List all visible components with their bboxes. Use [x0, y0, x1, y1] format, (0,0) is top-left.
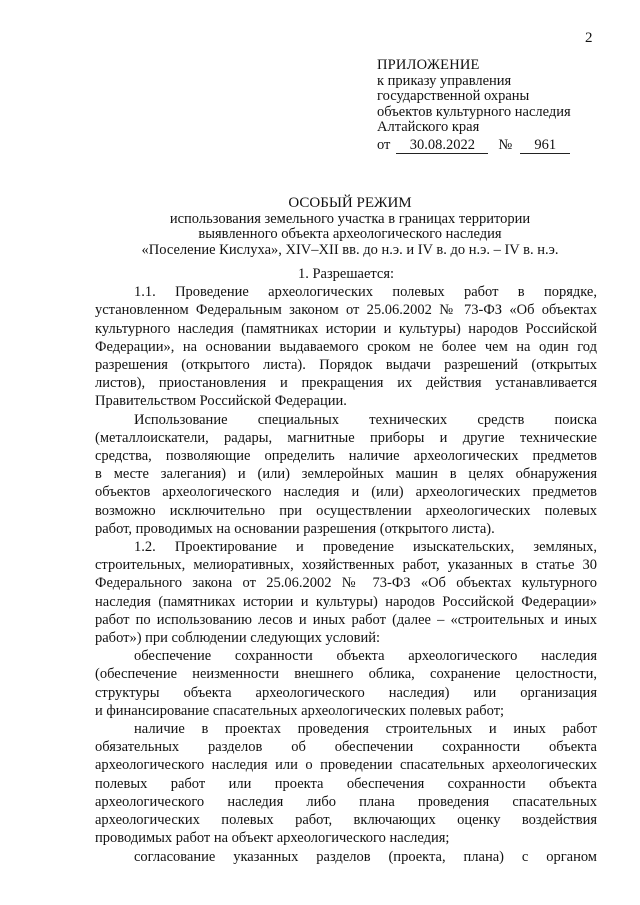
appendix-line: к приказу управления	[377, 72, 512, 89]
text-line: и финансирование спасательных археологических полевых работ;	[95, 702, 505, 719]
text-line: Использование специальных технических средств поиска	[134, 411, 597, 428]
appendix-block	[377, 58, 617, 154]
text-line: Правительством Российской Федерации.	[95, 393, 347, 410]
text-line: работ по использованию лесов и иных работ (далее – «строительных и иных	[95, 611, 597, 628]
text-line: (металлоискатели, радары, магнитные приборы и другие технические	[95, 429, 597, 446]
section-heading: 1. Разрешается:	[297, 266, 395, 282]
text-line: наличие в проектах проведения строительных и иных работ	[134, 721, 597, 738]
text-line: в месте залегания) и (или) землеройных машин в целях обнаружения	[95, 466, 597, 483]
text-line: строительных, мелиоративных, хозяйственных работ, указанных в статье 30	[95, 557, 597, 574]
text-line: археологических полевых работ, включающих оценку воздействия	[95, 812, 597, 829]
text-line: работ») при соблюдении следующих условий:	[95, 630, 381, 647]
text-line: Федерации», на основании выдаваемого сроком не более чем на один год	[95, 338, 597, 355]
text-line: установленном Федеральным законом от 25.06.2002 № 73-ФЗ «Об объектах	[95, 302, 597, 319]
page-number: 2	[585, 30, 593, 46]
text-line: листов), приостановления и прекращения их действия устанавливается	[95, 375, 597, 392]
text-line: обеспечение сохранности объекта археологического наследия	[134, 648, 597, 665]
text-line: средства, позволяющие определить наличие археологических предметов	[95, 448, 597, 465]
document-body	[95, 265, 597, 866]
text-line: археологического наследия или о проведении спасательных археологических	[95, 757, 597, 774]
text-line: согласование указанных разделов (проекта, плана) с органом	[134, 848, 597, 865]
text-line: наследия (памятниках истории и культуры) народов Российской Федерации»	[95, 593, 597, 610]
text-line: культурного наследия (памятниках истории и культуры) народов Российской	[95, 320, 597, 337]
order-line	[377, 138, 617, 154]
text-line: возможно исключительно при осуществлении археологических полевых	[95, 502, 597, 519]
text-line: обязательных разделов об обеспечении сохранности объекта	[95, 739, 597, 756]
text-line: 1.2. Проектирование и проведение изыскательских, земляных,	[134, 539, 597, 556]
appendix-line: государственной охраны	[377, 88, 530, 104]
title-main: ОСОБЫЙ РЕЖИМ	[288, 195, 412, 211]
text-line: полевых работ или проекта обеспечения сохранности объекта	[95, 775, 597, 792]
appendix-title: ПРИЛОЖЕНИЕ	[377, 57, 480, 73]
title-line: «Поселение Кислуха», XIV–XII вв. до н.э. и IV в. до н.э. – IV в. н.э.	[141, 241, 559, 258]
order-number: 961	[520, 138, 570, 154]
text-line: (обеспечение неизменности внешнего облика, сохранение целостности,	[95, 666, 597, 683]
appendix-line: объектов культурного наследия	[377, 103, 571, 120]
text-line: структуры объекта археологического наследия) или организация	[95, 684, 597, 701]
text-line: Федерального закона от 25.06.2002 № 73-ФЗ «Об объектах культурного	[95, 575, 597, 592]
order-date: 30.08.2022	[396, 138, 488, 154]
text-line: работ, проводимых на основании разрешения (открытого листа).	[95, 520, 495, 537]
text-line: проводимых работ на объект археологического наследия;	[95, 830, 450, 847]
text-line: объектов археологического наследия и (или) археологических предметов	[95, 484, 597, 501]
title-line: использования земельного участка в границах территории	[169, 210, 531, 227]
title-line: выявленного объекта археологического наследия	[198, 226, 502, 242]
from-label: от	[377, 136, 391, 153]
number-label: №	[498, 136, 513, 153]
document-title	[100, 196, 600, 258]
text-line: разрешения (открытого листа). Порядок выдачи разрешений (открытых	[95, 357, 597, 374]
appendix-line: Алтайского края	[377, 119, 480, 135]
text-line: археологического наследия либо плана проведения спасательных	[95, 793, 597, 810]
text-line: 1.1. Проведение археологических полевых работ в порядке,	[134, 284, 597, 301]
